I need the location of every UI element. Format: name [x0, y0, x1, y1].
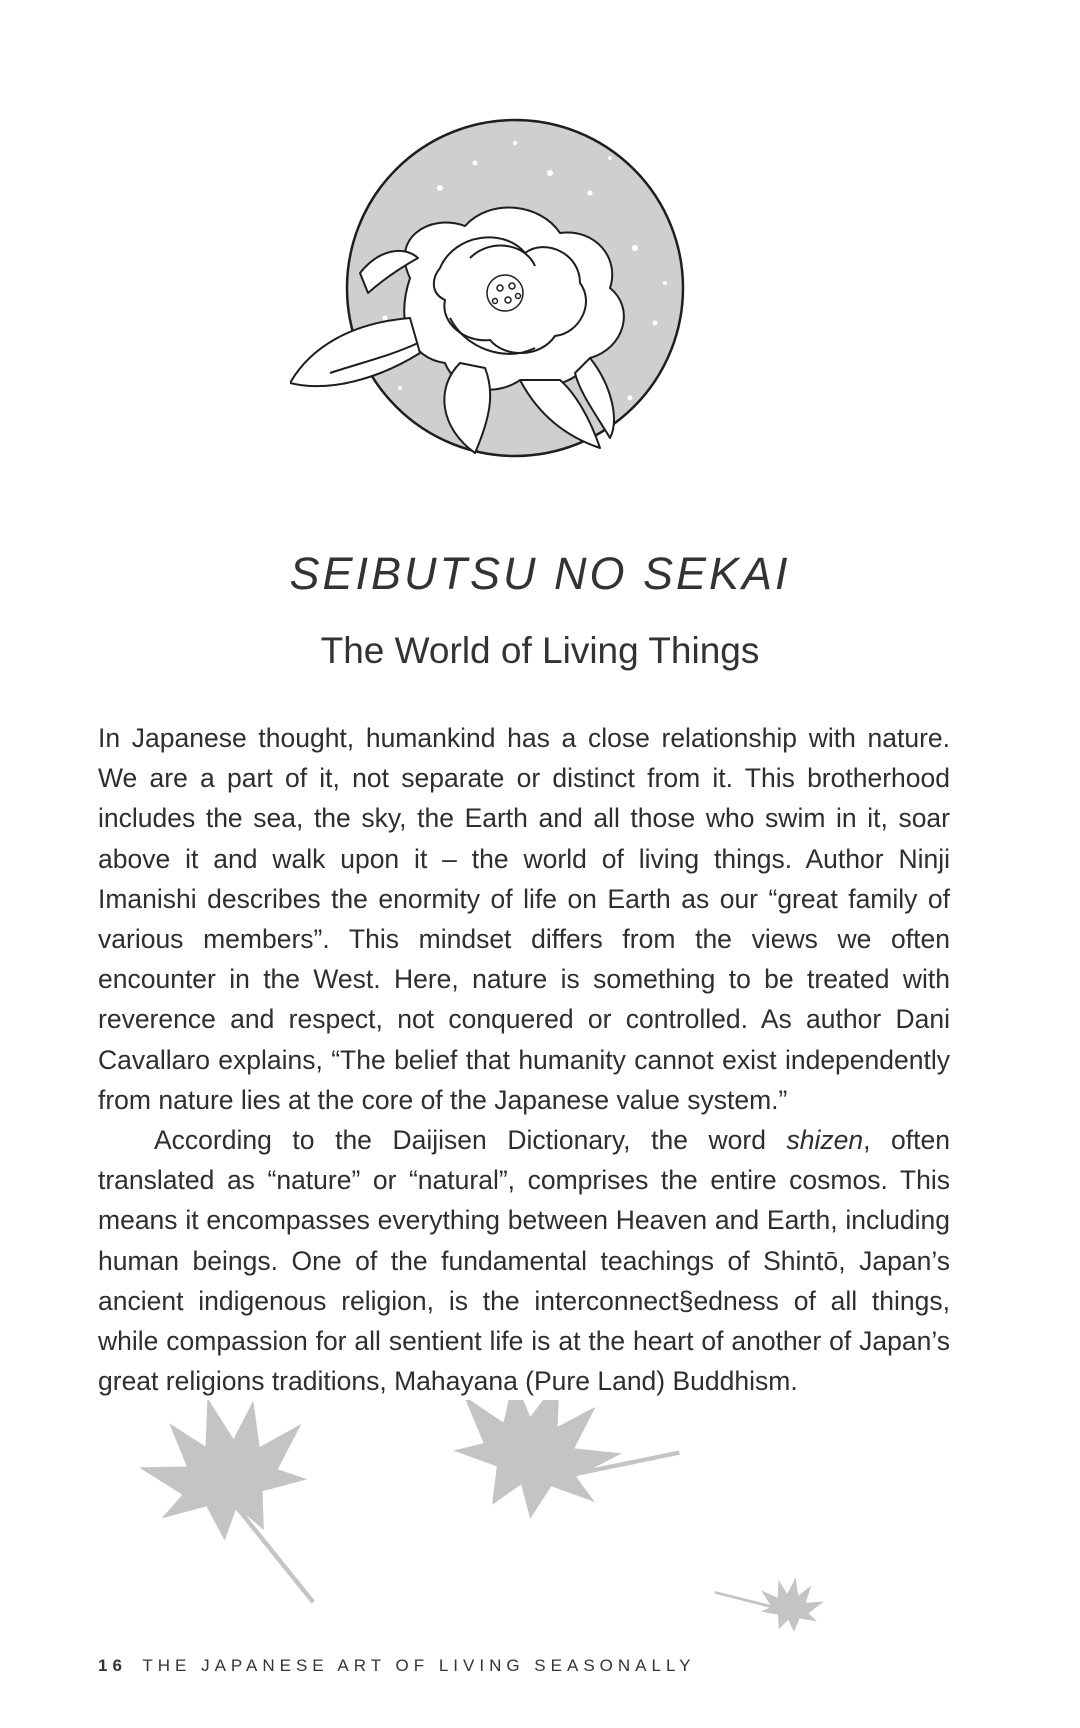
camellia-moon-illustration	[290, 118, 730, 508]
paragraph-2-italic-term: shizen	[786, 1125, 864, 1156]
maple-leaf-left	[126, 1400, 347, 1637]
chapter-subtitle: The World of Living Things	[320, 630, 760, 671]
running-book-title: THE JAPANESE ART OF LIVING SEASONALLY	[142, 1656, 696, 1675]
chapter-title: SEIBUTSU NO SEKAI	[289, 548, 791, 599]
paragraph-2-start: According to the Daijisen Dictionary, the word	[154, 1125, 787, 1156]
body-text	[98, 718, 950, 1401]
flower-stamens	[487, 275, 523, 311]
paragraph-2	[98, 1120, 950, 1401]
page-footer	[98, 1656, 695, 1676]
page-number: 16	[98, 1656, 127, 1675]
maple-leaf-middle	[432, 1400, 689, 1559]
paragraph-2-end: , often translated as “nature” or “natural”, comprises the entire cosmos. This means it encompasses everything between Heaven and Earth, including human beings. One of the fundamental teachings of Shintō, Japan’s ancient indigenous religion, is the interconnect§edness of all things, while compassion for all sentient life is at the heart of another of Japan’s great religions traditions, Mahayana (Pure Land) Buddhism.	[98, 1125, 950, 1397]
maple-leaves-decoration	[0, 1400, 1080, 1640]
paragraph-1: In Japanese thought, humankind has a close relationship with nature. We are a part of it, not separate or distinct from it. This brotherhood includes the sea, the sky, the Earth and all those who swim in it, soar above it and walk upon it – the world of living things. Author Ninji Imanishi describes the enormity of life on Earth as our “great family of various members”. This mindset differs from the views we often encounter in the West. Here, nature is something to be treated with reverence and respect, not conquered or controlled. As author Dani Cavallaro explains, “The belief that humanity cannot exist independently from nature lies at the core of the Japanese value system.”	[98, 723, 950, 1115]
maple-leaf-small	[711, 1564, 828, 1636]
camellia-flower	[290, 208, 624, 453]
